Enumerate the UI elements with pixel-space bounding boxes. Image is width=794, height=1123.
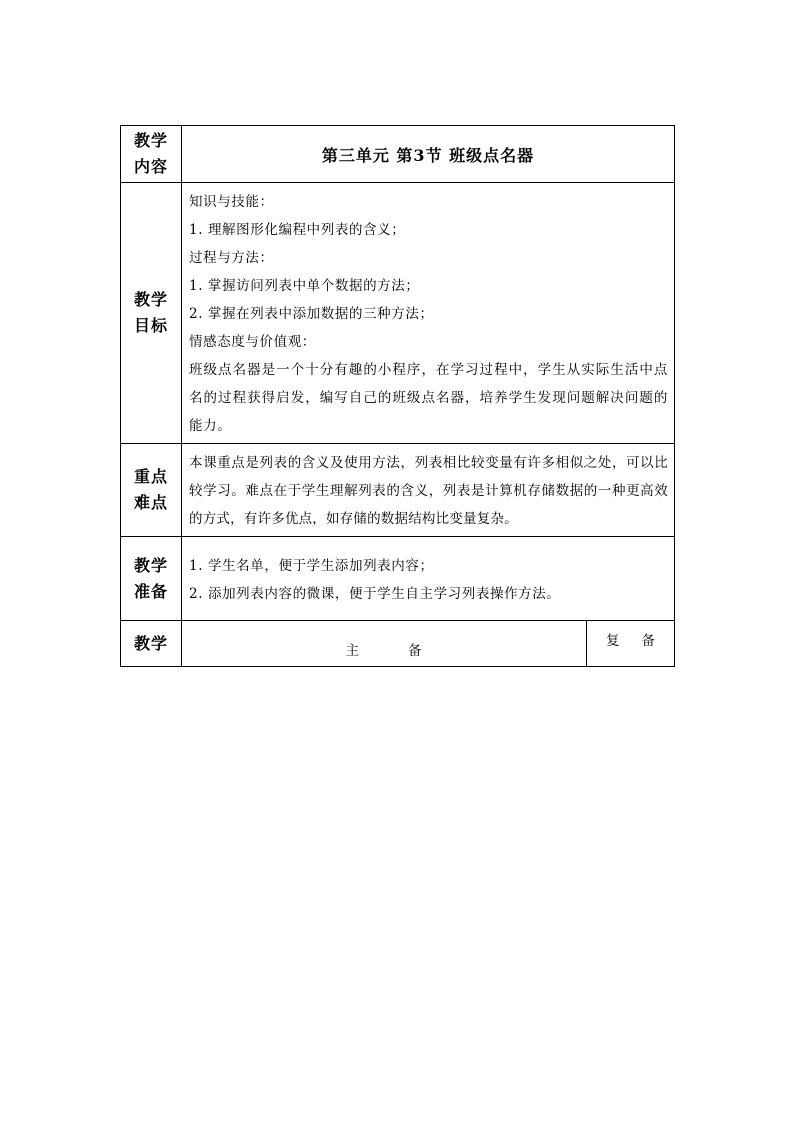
preparation-line: 2. 添加列表内容的微课，便于学生自主学习列表操作方法。: [189, 585, 561, 602]
goal-line: 2. 掌握在列表中添加数据的三种方法；: [189, 306, 434, 322]
teaching-content-row: [121, 126, 675, 183]
teaching-preparation-row: [121, 537, 675, 621]
preparation-line: 1. 学生名单，便于学生添加列表内容；: [189, 557, 434, 574]
teaching-preparation-label: 教学 准备: [121, 537, 182, 621]
teaching-content-label: 教学 内容: [121, 126, 182, 183]
teaching-process-label: 教学: [121, 621, 182, 667]
key-points-content: 本课重点是列表的含义及使用方法，列表相比较变量有许多相似之处，可以比较学习。难点在于学生理解列表的含义，列表是计算机存储数据的一种更高效的方式，有许多优点，如存储的数据结构比变量复杂。: [182, 444, 675, 537]
teaching-preparation-content: [182, 537, 675, 621]
lesson-plan-table: [120, 125, 675, 667]
goal-line: 情感态度与价值观：: [189, 334, 316, 350]
teaching-goals-row: [121, 183, 675, 444]
goal-paragraph: 班级点名器是一个十分有趣的小程序，在学习过程中，学生从实际生活中点名的过程获得启发，编写自己的班级点名器，培养学生发现问题解决问题的能力。: [189, 362, 668, 434]
key-points-label: 重点 难点: [121, 444, 182, 537]
teaching-process-row: [121, 621, 675, 667]
goal-line: 1. 掌握访问列表中单个数据的方法；: [189, 278, 420, 294]
goal-line: 1. 理解图形化编程中列表的含义；: [189, 222, 406, 238]
review-preparation-header: 复 备: [587, 621, 675, 667]
goal-line: 过程与方法：: [189, 250, 274, 266]
key-points-row: [121, 444, 675, 537]
main-preparation-header: 主 备: [182, 621, 587, 667]
teaching-goals-label: 教学 目标: [121, 183, 182, 444]
lesson-title: 第三单元 第3节 班级点名器: [182, 126, 675, 183]
teaching-goals-content: [182, 183, 675, 444]
goal-line: 知识与技能：: [189, 194, 274, 210]
